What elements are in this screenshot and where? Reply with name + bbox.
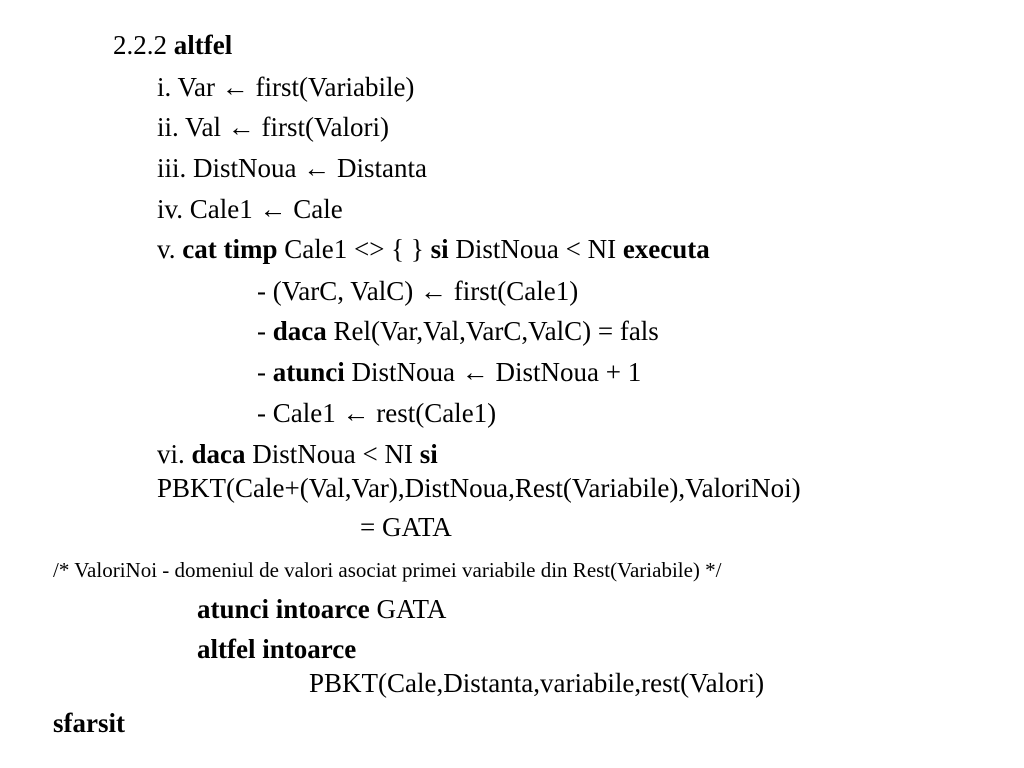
keyword-si: si [419,439,438,469]
keyword-atunci-intoarce: atunci intoarce [197,594,370,624]
bullet: - [257,316,273,346]
step-label: vi. [157,439,192,469]
step-iii-assign-distnoua: iii. DistNoua ← Distanta [157,153,427,183]
step-number: 2.2.2 [113,30,174,60]
pbkt-return-call: PBKT(Cale,Distanta,variabile,rest(Valori) [309,668,765,698]
condition: Rel(Var,Val,VarC,ValC) = fals [326,316,659,346]
step-vi-daca [157,437,438,471]
step-v-while-loop [157,232,710,266]
step-2-2-2-altfel [113,28,232,62]
equals-gata: = GATA [360,512,452,542]
keyword-executa: executa [622,234,710,264]
step-iv-assign-cale1: iv. Cale1 ← Cale [157,194,343,224]
loop-condition-part: Cale1 <> { } [277,234,431,264]
statement: DistNoua ← DistNoua + 1 [344,357,642,387]
loop-step-rest: - Cale1 ← rest(Cale1) [257,398,497,428]
altfel-intoarce-line [197,632,356,666]
loop-condition-part: DistNoua < NI [448,234,623,264]
loop-step-daca [257,314,659,348]
keyword-si: si [430,234,449,264]
keyword-atunci: atunci [272,357,345,387]
step-ii-assign-val: ii. Val ← first(Valori) [157,112,389,142]
keyword-altfel-intoarce: altfel intoarce [197,634,357,664]
pbkt-recursive-call: PBKT(Cale+(Val,Var),DistNoua,Rest(Variabile),ValoriNoi) [157,473,801,503]
step-label: v. [157,234,183,264]
keyword-altfel: altfel [173,30,233,60]
step-i-assign-var: i. Var ← first(Variabile) [157,72,415,102]
keyword-sfarsit: sfarsit [53,708,125,738]
keyword-daca: daca [191,439,246,469]
loop-step-atunci [257,355,641,389]
sfarsit-line [53,706,125,740]
bullet: - [257,357,273,387]
loop-step-first: - (VarC, ValC) ← first(Cale1) [257,276,579,306]
return-value: GATA [369,594,447,624]
atunci-intoarce-line [197,592,446,626]
keyword-daca: daca [272,316,327,346]
keyword-cat-timp: cat timp [182,234,278,264]
comment-valorinoi: /* ValoriNoi - domeniul de valori asociat primei variabile din Rest(Variabile) */ [53,558,722,582]
condition: DistNoua < NI [245,439,420,469]
